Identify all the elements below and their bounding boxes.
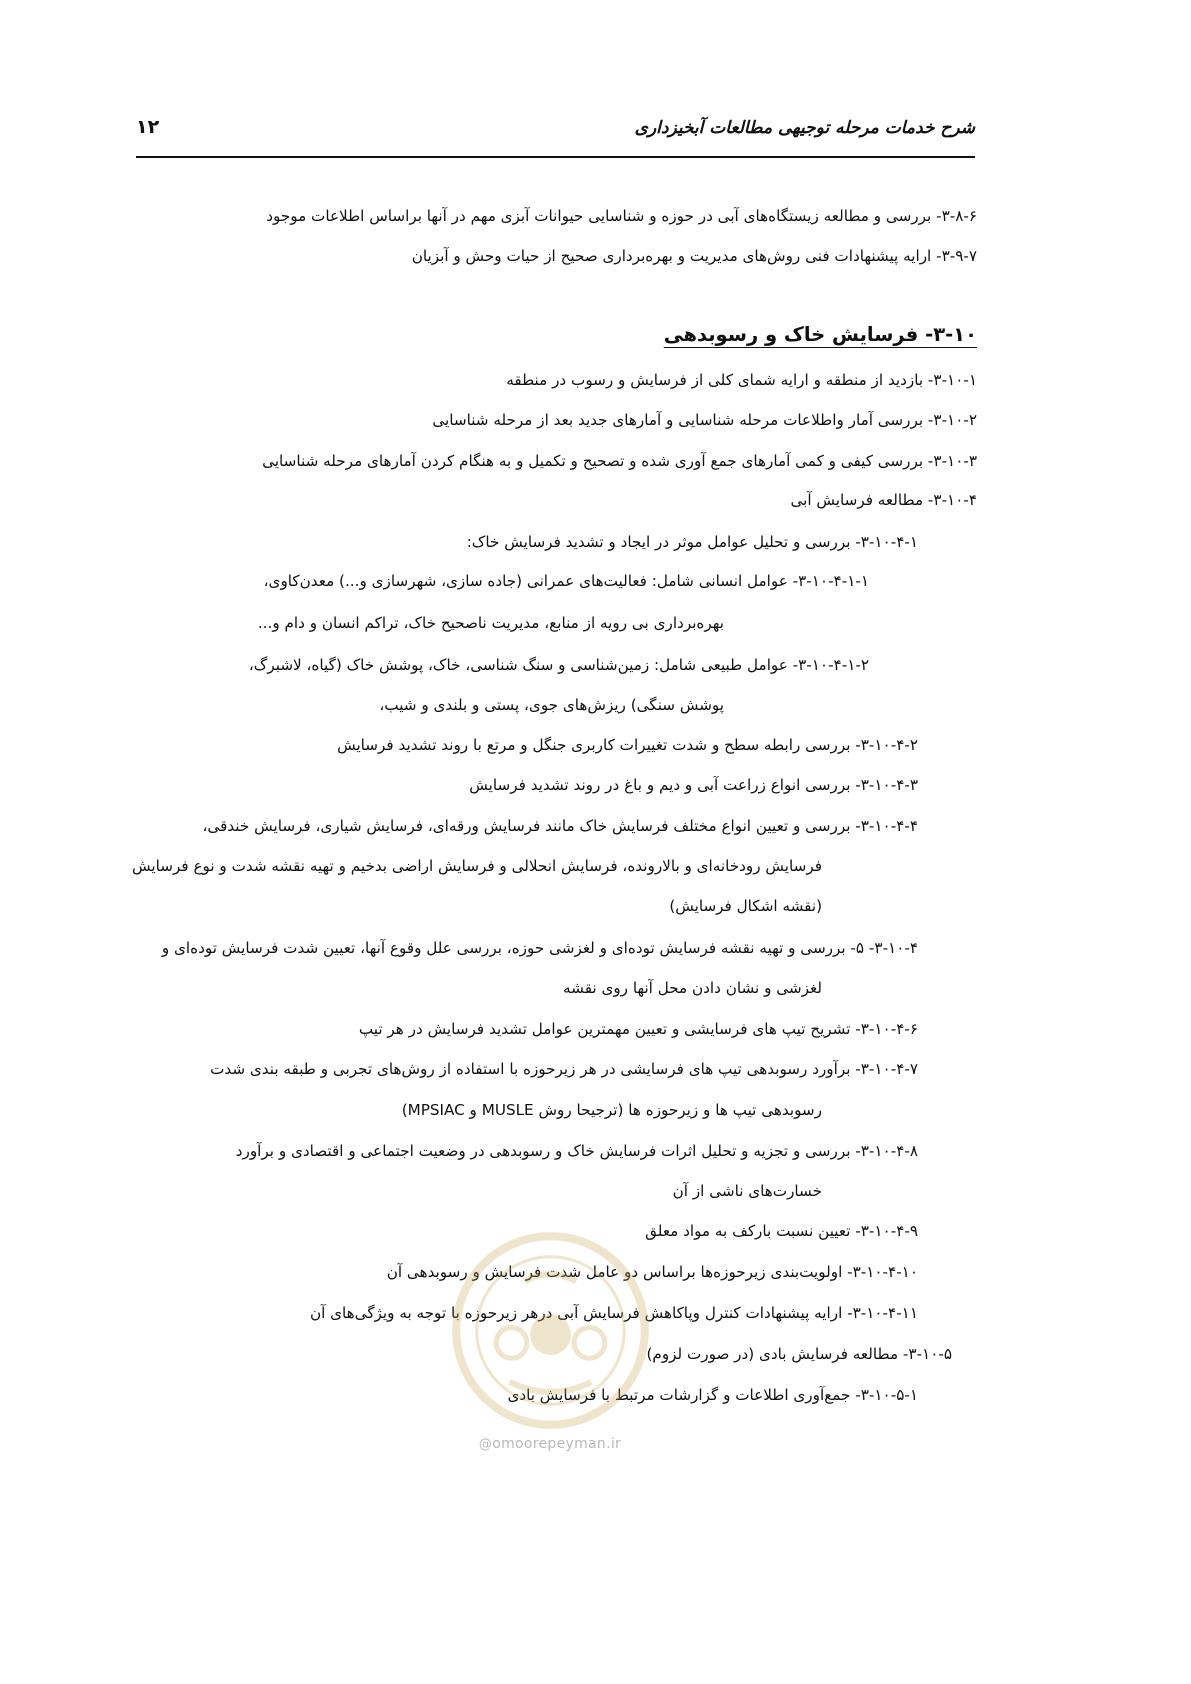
page-header [136, 110, 975, 158]
list-item-continuation: بهره‌برداری بی رویه از منابع، مدیریت ناصحیح خاک، تراکم انسان و دام و... [257, 614, 724, 632]
list-item-continuation: پوشش سنگی) ریزش‌های جوی، پستی و بلندی و شیب، [379, 696, 724, 714]
paragraph-line: ۳-۹-۷- ارایه پیشنهادات فنی روش‌های مدیریت و بهره‌برداری صحیح از حیات وحش و آبزیان [411, 247, 977, 265]
header-title: شرح خدمات مرحله توجیهی مطالعات آبخیزداری [634, 118, 975, 138]
list-item: ۳-۱۰-۴-۷- برآورد رسوبدهی تیپ های فرسایشی در هر زیرحوزه با استفاده از روش‌های تجربی و طبقه بندی شدت [210, 1060, 918, 1078]
list-item: ۳-۱۰-۴-۲- بررسی رابطه سطح و شدت تغییرات کاربری جنگل و مرتع با روند تشدید فرسایش [337, 736, 918, 754]
list-item: ۳-۱۰-۴-۳- بررسی انواع زراعت آبی و دیم و باغ در روند تشدید فرسایش [469, 776, 918, 794]
list-item-continuation: رسوبدهی تیپ ها و زیرحوزه ها (ترجیحا روش MUSLE و MPSIAC) [401, 1101, 822, 1119]
list-item: ۳-۱۰-۵-۱- جمع‌آوری اطلاعات و گزارشات مرتبط با فرسایش بادی [507, 1386, 918, 1404]
list-item: ۳-۱۰-۴- ۵- بررسی و تهیه نقشه فرسایش توده‌ای و لغزشی حوزه، بررسی علل وقوع آنها، تعیین شدت فرسایش توده‌ای و [161, 939, 918, 957]
list-item: ۳-۱۰-۴-۶- تشریح تیپ های فرسایشی و تعیین مهمترین عوامل تشدید فرسایش در هر تیپ [358, 1020, 918, 1038]
list-item: ۳-۱۰-۵- مطالعه فرسایش بادی (در صورت لزوم) [646, 1345, 952, 1363]
list-item: ۳-۱۰-۴-۱- بررسی و تحلیل عوامل موثر در ایجاد و تشدید فرسایش خاک: [466, 533, 918, 551]
list-item-continuation: (نقشه اشکال فرسایش) [669, 897, 822, 915]
list-item: ۳-۱۰-۱- بازدید از منطقه و ارایه شمای کلی از فرسایش و رسوب در منطقه [506, 371, 977, 389]
list-item: ۳-۱۰-۴-۱-۱- عوامل انسانی شامل: فعالیت‌های عمرانی (جاده سازی، شهرسازی و...) معدن‌کاوی، [263, 572, 869, 590]
list-item-continuation: خسارت‌های ناشی از آن [672, 1182, 822, 1200]
footer-url-text: omoorepeyman.ir [492, 1436, 622, 1452]
list-item: ۳-۱۰-۳- بررسی کیفی و کمی آمارهای جمع آوری شده و تصحیح و تکمیل و به هنگام کردن آمارهای مرحله شناسایی [262, 452, 977, 470]
list-item: ۳-۱۰-۴-۱-۲- عوامل طبیعی شامل: زمین‌شناسی و سنگ شناسی، خاک، پوشش خاک (گیاه، لاشبرگ، [248, 656, 869, 674]
list-item: ۳-۱۰-۴-۴- بررسی و تعیین انواع مختلف فرسایش خاک مانند فرسایش ورقه‌ای، فرسایش شیاری، فرسایش خندقی، [202, 817, 918, 835]
list-item: ۳-۱۰-۴- مطالعه فرسایش آبی [790, 491, 977, 509]
list-item: ۳-۱۰-۴-۱۱- ارایه پیشنهادات کنترل وپاکاهش فرسایش آبی درهر زیرحوزه با توجه به ویژگی‌های آن [309, 1304, 918, 1322]
list-item: ۳-۱۰-۴-۱۰- اولویت‌بندی زیرحوزه‌ها براساس دو عامل شدت فرسایش و رسوبدهی آن [386, 1263, 918, 1281]
list-item-continuation: فرسایش رودخانه‌ای و بالارونده، فرسایش انحلالی و فرسایش اراضی بدخیم و تهیه نقشه شدت و نوع فرسایش [132, 857, 822, 875]
page-number: ۱۲ [136, 116, 160, 138]
list-item: ۳-۱۰-۴-۹- تعیین نسبت بارکف به مواد معلق [645, 1222, 918, 1240]
at-icon: @ [478, 1437, 493, 1452]
footer-url [0, 1436, 1100, 1452]
list-item: ۳-۱۰-۲- بررسی آمار واطلاعات مرحله شناسایی و آمارهای جدید بعد از مرحله شناسایی [432, 411, 977, 429]
list-item-continuation: لغزشی و نشان دادن محل آنها روی نقشه [563, 979, 822, 997]
list-item: ۳-۱۰-۴-۸- بررسی و تجزیه و تحلیل اثرات فرسایش خاک و رسوبدهی در وضعیت اجتماعی و اقتصادی و برآورد [235, 1142, 918, 1160]
section-heading: ۳-۱۰- فرسایش خاک و رسوبدهی [663, 323, 977, 346]
paragraph-line: ۳-۸-۶- بررسی و مطالعه زیستگاه‌های آبی در حوزه و شناسایی حیوانات آبزی مهم در آنها براساس اطلاعات موجود [266, 207, 977, 225]
